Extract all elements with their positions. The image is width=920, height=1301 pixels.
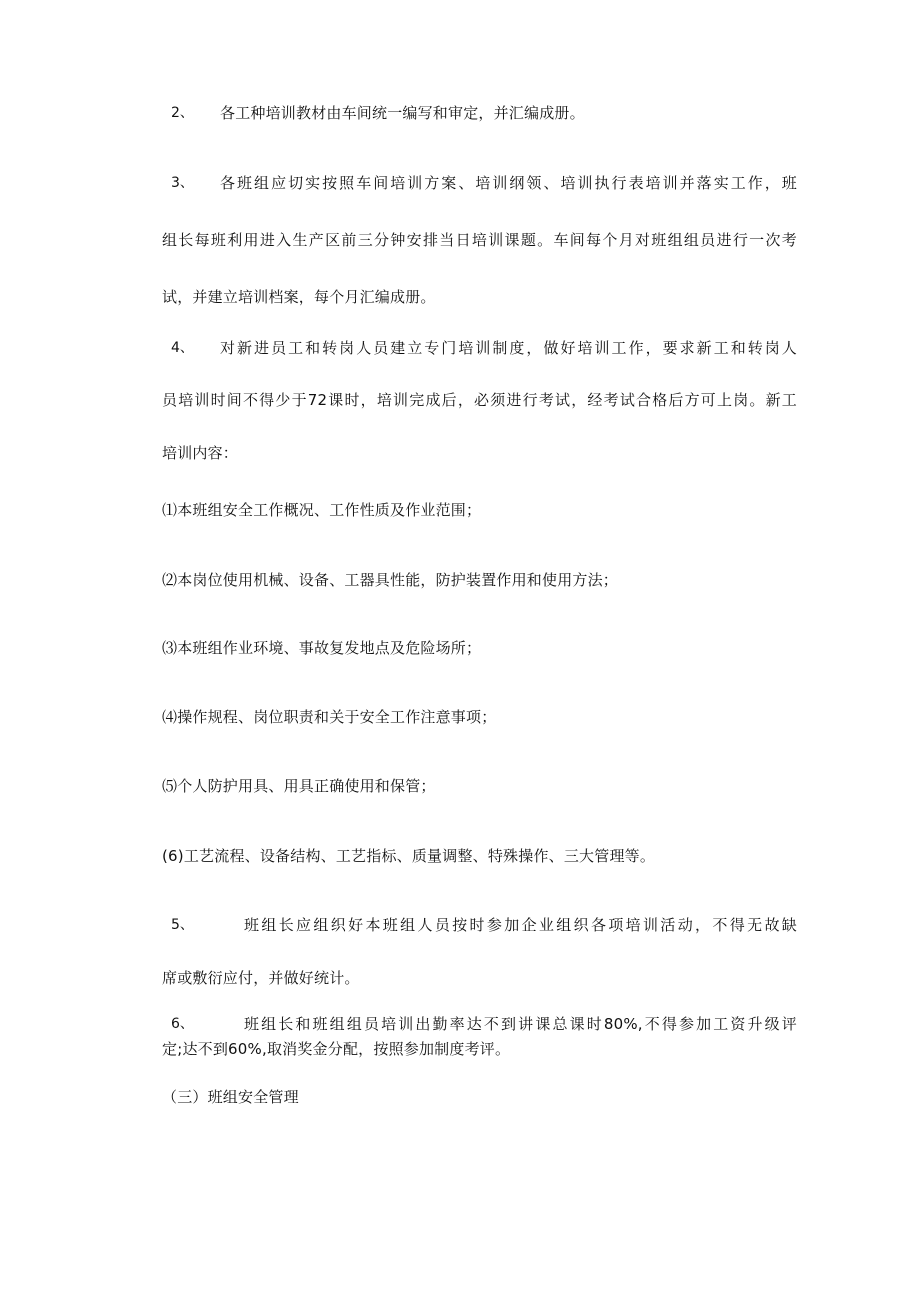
paragraph-line: 定;达不到60%,取消奖金分配，按照参加制度考评。 xyxy=(162,1040,511,1058)
section-heading: （三）班组安全管理 xyxy=(162,1088,299,1106)
paragraph-line: 培训内容： xyxy=(162,444,239,462)
sub-item: ⑵本岗位使用机械、设备、工器具性能，防护装置作用和使用方法； xyxy=(162,571,619,589)
paragraph-line: 各工种培训教材由车间统一编写和审定，并汇编成册。 xyxy=(220,104,585,122)
sub-item: ⑷操作规程、岗位职责和关于安全工作注意事项； xyxy=(162,708,497,726)
paragraph-line: 各班组应切实按照车间培训方案、培训纲领、培训执行表培训并落实工作，班 xyxy=(220,174,797,192)
paragraph-line: 试，并建立培训档案，每个月汇编成册。 xyxy=(162,288,436,306)
sub-item: ⑶本班组作业环境、事故复发地点及危险场所； xyxy=(162,639,482,657)
sub-item: (6)工艺流程、设备结构、工艺指标、质量调整、特殊操作、三大管理等。 xyxy=(162,847,656,865)
item-number: 3、 xyxy=(171,175,194,191)
paragraph-line: 对新进员工和转岗人员建立专门培训制度，做好培训工作，要求新工和转岗人 xyxy=(220,339,797,357)
sub-item: ⑸个人防护用具、用具正确使用和保管； xyxy=(162,777,436,795)
sub-item: ⑴本班组安全工作概况、工作性质及作业范围； xyxy=(162,501,482,519)
paragraph-line: 员培训时间不得少于72课时，培训完成后，必须进行考试，经考试合格后方可上岗。新工 xyxy=(162,391,797,409)
paragraph-line: 班组长应组织好本班组人员按时参加企业组织各项培训活动，不得无故缺 xyxy=(244,916,797,934)
item-number: 6、 xyxy=(171,1016,194,1032)
item-number: 4、 xyxy=(171,340,194,356)
item-number: 2、 xyxy=(171,105,194,121)
paragraph-line: 席或敷衍应付，并做好统计。 xyxy=(162,969,360,987)
paragraph-line: 组长每班利用进入生产区前三分钟安排当日培训课题。车间每个月对班组组员进行一次考 xyxy=(162,231,797,249)
paragraph-line: 班组长和班组组员培训出勤率达不到讲课总课时80%,不得参加工资升级评 xyxy=(244,1015,797,1033)
item-number: 5、 xyxy=(171,917,194,933)
